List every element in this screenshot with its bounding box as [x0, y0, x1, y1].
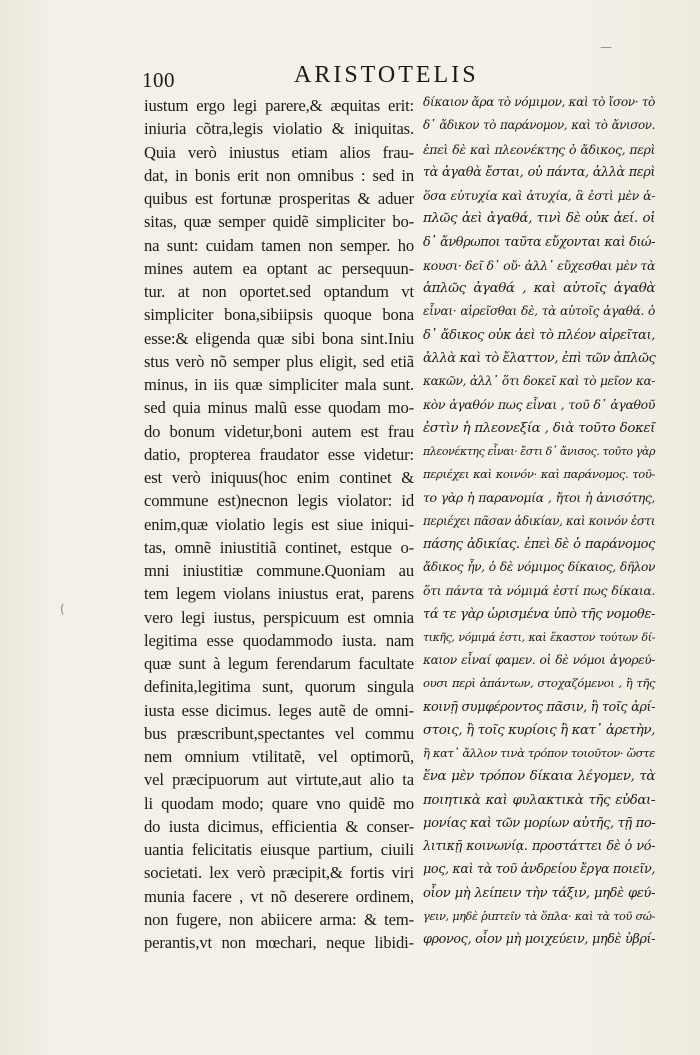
greek-text-line: δ᾽ ἄνθρωποι ταῦτα εὔχονται καὶ διώ-: [423, 234, 655, 250]
greek-text-column: [423, 91, 655, 951]
greek-text-line: φρονος, οἷον μὴ μοιχεύειν, μηδὲ ὑβρί-: [423, 932, 655, 947]
greek-text-line: ποιητικὰ καὶ φυλακτικὰ τῆς εὐδαι-: [423, 792, 655, 808]
greek-text-line: ἁπλῶς ἀγαθά , καὶ αὑτοῖς ἀγαθὰ: [423, 281, 655, 296]
latin-text-line: societati. lex verò præcipit,& fortis viri: [144, 863, 414, 883]
greek-text-line: τά τε γὰρ ὡρισμένα ὑπὸ τῆς νομοθε-: [423, 606, 655, 622]
running-head: ARISTOTELIS: [294, 62, 479, 88]
latin-text-line: commune est)necnon legis violator: id: [144, 491, 414, 511]
greek-text-line: ουσι περὶ ἁπάντων, στοχαζόμενοι , ἢ τῆς: [423, 676, 655, 691]
latin-text-line: li quodam modo; quare vno quidẽ mo: [144, 793, 414, 813]
greek-text-line: ἐπεὶ δὲ καὶ πλεονέκτης ὁ ἄδικος, περὶ: [423, 141, 655, 157]
greek-text-line: τικῆς, νόμιμά ἐστι, καὶ ἕκαστον τούτων δί-: [423, 630, 655, 644]
greek-text-line: μος, καὶ τὰ τοῦ ἀνδρείου ἔργα ποιεῖν,: [423, 862, 655, 878]
latin-text-line: minus, in iis quæ simpliciter mala sunt.: [144, 375, 414, 394]
greek-text-line: μονίας καὶ τῶν μορίων αὐτῆς, τῇ πο-: [423, 815, 656, 831]
greek-text-line: κακῶν, ἀλλ᾽ ὅτι δοκεῖ καὶ τὸ μεῖον κα-: [423, 374, 655, 388]
latin-text-line: vel præcipuorum aut virtute,aut alio ta: [144, 770, 414, 790]
greek-text-line: δ᾽ ἄδικον τὸ παράνομον, καὶ τὸ ἄνισον.: [423, 118, 655, 133]
greek-text-line: ἐστὶν ἡ πλεονεξία , διὰ τοῦτο δοκεῖ: [423, 420, 655, 436]
greek-text-line: ἄδικος ἦν, ὁ δὲ νόμιμος δίκαιος, δῆλον: [423, 560, 655, 574]
greek-text-line: περιέχει πᾶσαν ἀδικίαν, καὶ κοινόν ἐστι: [423, 513, 655, 528]
latin-text-line: stus verò nõ semper plus eligit, sed etiã: [144, 351, 414, 371]
latin-text-line: perantis,vt non mœchari, neque libidi-: [144, 933, 414, 952]
margin-mark: (: [60, 602, 65, 616]
latin-text-line: iusta esse dicimus. leges autẽ de omni-: [144, 700, 414, 720]
greek-text-line: πλεονέκτης εἶναι· ἔστι δ᾽ ἄνισος. τοῦτο γὰρ: [423, 444, 656, 458]
latin-text-line: mni iniustitiæ commune.Quoniam au: [144, 561, 414, 580]
greek-text-line: γειν, μηδὲ ῥιπτεῖν τὰ ὅπλα· καὶ τὰ τοῦ σώ-: [423, 909, 655, 923]
latin-text-line: sed quia minus malũ esse quodam mo-: [144, 398, 414, 418]
latin-text-line: esse:& eligenda quæ sibi bona sint.Iniu: [144, 328, 414, 348]
greek-text-line: περιέχει καὶ κοινόν· καὶ παράνομος. τοῦ-: [423, 467, 655, 481]
latin-text-line: iniuria cõtra,legis violatio & iniquitas.: [144, 119, 414, 139]
greek-text-line: δίκαιον ἄρα τὸ νόμιμον, καὶ τὸ ἴσον· τὸ: [423, 95, 655, 109]
latin-text-line: uantia felicitatis eiusque partium, ciuili: [144, 840, 414, 859]
greek-text-line: ἢ κατ᾽ ἄλλον τινὰ τρόπον τοιοῦτον· ὥστε: [423, 746, 655, 760]
greek-text-line: τὰ ἀγαθὰ ἔσται, οὐ πάντα, ἀλλὰ περὶ: [423, 164, 655, 180]
greek-text-line: κὸν ἀγαθόν πως εἶναι , τοῦ δ᾽ ἀγαθοῦ: [423, 397, 655, 413]
latin-text-line: do iusta dicimus, efficientia & conser-: [144, 816, 414, 836]
greek-text-line: δ᾽ ἄδικος οὐκ ἀεὶ τὸ πλέον αἱρεῖται,: [423, 327, 655, 343]
greek-text-line: λιτικῇ κοινωνίᾳ. προστάττει δὲ ὁ νό-: [423, 839, 655, 854]
greek-text-line: ὅσα εὐτυχία καὶ ἀτυχία, ἃ ἐστὶ μὲν ἁ-: [423, 188, 655, 203]
latin-text-column: [144, 94, 414, 954]
greek-text-line: το γὰρ ἡ παρανομία , ἤτοι ἡ ἀνισότης,: [423, 490, 655, 506]
greek-text-line: πλῶς ἀεὶ ἀγαθά, τινὶ δὲ οὐκ ἀεί. οἱ: [423, 211, 655, 227]
latin-text-line: tas, omnẽ iniustitiã continet, estque o-: [144, 537, 414, 557]
latin-text-line: tem legem violans iniustus erat, parens: [144, 584, 414, 604]
latin-text-line: legitima esse quodammodo iusta. nam: [144, 630, 414, 650]
margin-mark: —: [600, 40, 612, 54]
latin-text-line: quæ sunt à legum ferendarum facultate: [144, 654, 414, 673]
latin-text-line: datio, propterea fraudator esse videtur:: [144, 444, 414, 464]
latin-text-line: quibus est fortunæ prosperitas & aduer: [144, 189, 414, 208]
greek-text-line: στοις, ἢ τοῖς κυρίοις ἢ κατ᾽ ἀρετὴν,: [423, 722, 655, 738]
greek-text-line: οἷον μὴ λείπειν τὴν τάξιν, μηδὲ φεύ-: [423, 885, 655, 901]
latin-text-line: do bonum videtur,boni autem est frau: [144, 421, 414, 441]
latin-text-line: bus præscribunt,spectantes vel commu: [144, 723, 414, 743]
latin-text-line: enim,quæ violatio legis est siue iniqui-: [144, 514, 414, 534]
latin-text-line: munia facere , vt nõ deserere ordinem,: [144, 886, 414, 906]
latin-text-line: Quia verò iniustus etiam alios frau-: [144, 142, 414, 162]
latin-text-line: na sunt: cuidam tamen non semper. ho: [144, 235, 414, 255]
latin-text-line: tur. at non oportet.sed optandum vt: [144, 282, 414, 301]
latin-text-line: dat, in bonis erit non omnibus : sed in: [144, 165, 414, 185]
page-number: 100: [142, 68, 175, 92]
greek-text-line: εἶναι· αἱρεῖσθαι δὲ, τὰ αὑτοῖς ἀγαθά. ὁ: [423, 304, 655, 319]
latin-text-line: nem omnium vtilitatẽ, vel optimorũ,: [144, 747, 414, 766]
latin-text-line: definita,legitima sunt, quorum singula: [144, 677, 414, 697]
latin-text-line: simpliciter bona,sibiipsis quoque bona: [144, 305, 414, 325]
greek-text-line: ἀλλὰ καὶ τὸ ἔλαττον, ἐπὶ τῶν ἁπλῶς: [423, 350, 656, 366]
latin-text-line: non fugere, non abiicere arma: & tem-: [144, 909, 414, 929]
latin-text-line: sitas, quæ semper quidẽ simpliciter bo-: [144, 212, 414, 232]
latin-text-line: mines autem ea optant ac persequun-: [144, 258, 414, 278]
greek-text-line: ἕνα μὲν τρόπον δίκαια λέγομεν, τὰ: [423, 769, 655, 785]
greek-text-line: πάσης ἀδικίας. ἐπεὶ δὲ ὁ παράνομος: [423, 536, 655, 552]
greek-text-line: κουσι· δεῖ δ᾽ οὔ· ἀλλ᾽ εὔχεσθαι μὲν τὰ: [423, 257, 655, 273]
greek-text-line: καιον εἶναί φαμεν. οἱ δὲ νόμοι ἀγορεύ-: [423, 653, 655, 667]
greek-text-line: ὅτι πάντα τὰ νόμιμά ἐστί πως δίκαια.: [423, 583, 655, 599]
greek-text-line: κοινῇ συμφέροντος πᾶσιν, ἢ τοῖς ἀρί-: [423, 699, 655, 715]
latin-text-line: est verò iniquus(hoc enim continet &: [144, 468, 414, 487]
latin-text-line: iustum ergo legi parere,& æquitas erit:: [144, 96, 414, 115]
latin-text-line: vero legi iustus, perspicuum est omnia: [144, 607, 414, 627]
